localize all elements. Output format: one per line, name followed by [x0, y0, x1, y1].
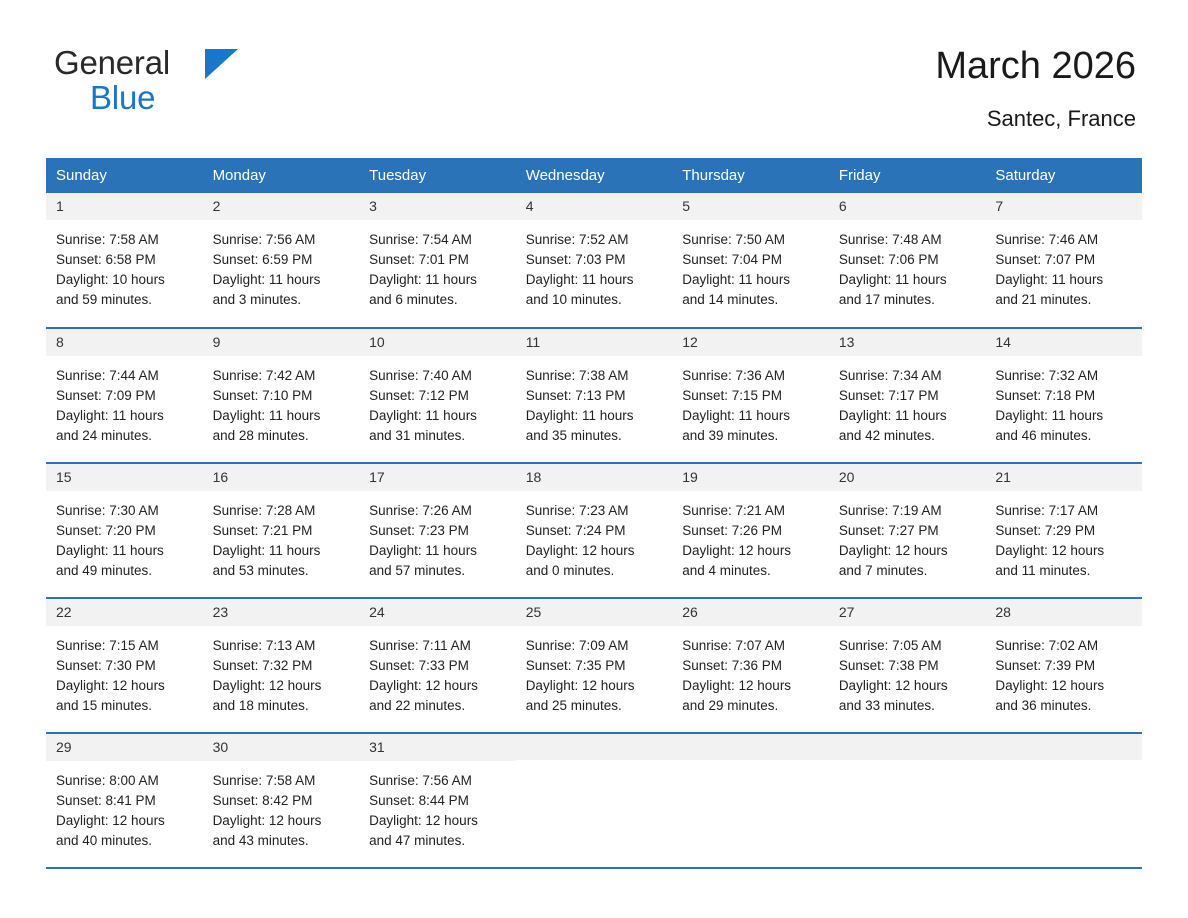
- sunrise-text: Sunrise: 8:00 AM: [56, 772, 159, 788]
- daylight-text-line1: Daylight: 12 hours: [682, 542, 792, 558]
- day-details: [985, 491, 1142, 581]
- sunset-text: Sunset: 7:24 PM: [525, 522, 626, 538]
- sunset-text: Sunset: 7:17 PM: [838, 387, 939, 403]
- daylight-text-line1: Daylight: 11 hours: [838, 271, 947, 287]
- day-cell[interactable]: [46, 328, 203, 463]
- sunset-text: Sunset: 7:15 PM: [682, 387, 783, 403]
- day-cell[interactable]: [672, 193, 829, 328]
- sunset-text: Sunset: 7:01 PM: [369, 251, 469, 267]
- day-cell-empty: [672, 733, 829, 868]
- day-cell[interactable]: [359, 328, 516, 463]
- day-details: [46, 491, 203, 581]
- day-number: 4: [516, 193, 673, 220]
- sunset-text: Sunset: 7:21 PM: [212, 522, 313, 538]
- daylight-text-line2: and 33 minutes.: [838, 697, 935, 713]
- calendar-week-row: [46, 193, 1142, 328]
- day-cell[interactable]: [985, 598, 1142, 733]
- day-number: 30: [203, 734, 360, 761]
- sunrise-text: Sunrise: 7:30 AM: [56, 502, 159, 518]
- day-number: 16: [203, 464, 360, 491]
- sunrise-text: Sunrise: 7:09 AM: [525, 637, 629, 653]
- sunset-text: Sunset: 7:38 PM: [838, 657, 939, 673]
- day-details: [203, 220, 360, 310]
- weekday-header-monday: Monday: [203, 158, 360, 193]
- day-details: [203, 356, 360, 446]
- day-number-empty: [516, 734, 673, 760]
- calendar-week-row: [46, 463, 1142, 598]
- daylight-text-line1: Daylight: 12 hours: [56, 677, 165, 693]
- day-details: [359, 626, 516, 716]
- day-number: 10: [359, 329, 516, 356]
- day-details: [829, 491, 986, 581]
- daylight-text-line2: and 31 minutes.: [369, 427, 466, 443]
- sunset-text: Sunset: 7:04 PM: [682, 251, 783, 267]
- day-details: [359, 356, 516, 446]
- location-subtitle: Santec, France: [986, 105, 1136, 131]
- daylight-text-line1: Daylight: 11 hours: [995, 407, 1104, 423]
- sunset-text: Sunset: 7:09 PM: [56, 387, 156, 403]
- day-number: 15: [46, 464, 203, 491]
- day-number: 8: [46, 329, 203, 356]
- daylight-text-line2: and 57 minutes.: [369, 562, 466, 578]
- daylight-text-line1: Daylight: 12 hours: [212, 812, 322, 828]
- sunset-text: Sunset: 7:03 PM: [525, 251, 626, 267]
- daylight-text-line1: Daylight: 12 hours: [525, 542, 635, 558]
- day-number: 2: [203, 193, 360, 220]
- day-cell[interactable]: [359, 463, 516, 598]
- sunrise-text: Sunrise: 7:17 AM: [995, 502, 1099, 518]
- sunrise-text: Sunrise: 7:40 AM: [369, 367, 472, 383]
- day-number: 26: [672, 599, 829, 626]
- day-details: [672, 491, 829, 581]
- weekday-header-row: [46, 158, 1142, 193]
- day-number-empty: [829, 734, 986, 760]
- sunrise-text: Sunrise: 7:56 AM: [212, 231, 316, 247]
- day-number: 5: [672, 193, 829, 220]
- sunrise-text: Sunrise: 7:15 AM: [56, 637, 159, 653]
- daylight-text-line1: Daylight: 12 hours: [838, 542, 948, 558]
- weekday-header-wednesday: Wednesday: [516, 158, 673, 193]
- sunrise-text: Sunrise: 7:28 AM: [212, 502, 316, 518]
- sunset-text: Sunset: 7:10 PM: [212, 387, 313, 403]
- day-number: 18: [516, 464, 673, 491]
- weekday-header-sunday: Sunday: [46, 158, 203, 193]
- day-details: [359, 761, 516, 851]
- daylight-text-line2: and 59 minutes.: [56, 291, 153, 307]
- sunrise-text: Sunrise: 7:36 AM: [682, 367, 786, 383]
- sunset-text: Sunset: 7:20 PM: [56, 522, 156, 538]
- day-cell[interactable]: [829, 328, 986, 463]
- daylight-text-line2: and 17 minutes.: [838, 291, 935, 307]
- sunset-text: Sunset: 7:23 PM: [369, 522, 469, 538]
- day-number-empty: [672, 734, 829, 760]
- sunrise-text: Sunrise: 7:23 AM: [525, 502, 629, 518]
- sunset-text: Sunset: 7:39 PM: [995, 657, 1096, 673]
- day-number: 29: [46, 734, 203, 761]
- day-details: [46, 220, 203, 310]
- sunset-text: Sunset: 7:32 PM: [212, 657, 313, 673]
- daylight-text-line2: and 21 minutes.: [995, 291, 1092, 307]
- day-cell-empty: [516, 733, 673, 868]
- sunset-text: Sunset: 7:27 PM: [838, 522, 939, 538]
- weekday-header-tuesday: Tuesday: [359, 158, 516, 193]
- day-details: [672, 356, 829, 446]
- sunrise-text: Sunrise: 7:05 AM: [838, 637, 942, 653]
- day-cell-empty: [985, 733, 1142, 868]
- daylight-text-line2: and 39 minutes.: [682, 427, 779, 443]
- daylight-text-line1: Daylight: 11 hours: [682, 271, 791, 287]
- sunrise-text: Sunrise: 7:11 AM: [369, 637, 471, 653]
- sunrise-text: Sunrise: 7:58 AM: [212, 772, 316, 788]
- calendar-week-row: [46, 598, 1142, 733]
- day-number: 25: [516, 599, 673, 626]
- daylight-text-line2: and 11 minutes.: [995, 562, 1091, 578]
- daylight-text-line2: and 43 minutes.: [212, 832, 309, 848]
- daylight-text-line1: Daylight: 11 hours: [212, 271, 321, 287]
- day-details: [516, 356, 673, 446]
- daylight-text-line2: and 36 minutes.: [995, 697, 1092, 713]
- daylight-text-line2: and 10 minutes.: [525, 291, 622, 307]
- daylight-text-line1: Daylight: 12 hours: [525, 677, 635, 693]
- sunrise-text: Sunrise: 7:34 AM: [838, 367, 942, 383]
- day-number: 22: [46, 599, 203, 626]
- sunset-text: Sunset: 7:26 PM: [682, 522, 783, 538]
- daylight-text-line2: and 53 minutes.: [212, 562, 309, 578]
- daylight-text-line1: Daylight: 12 hours: [56, 812, 165, 828]
- daylight-text-line1: Daylight: 12 hours: [838, 677, 948, 693]
- daylight-text-line1: Daylight: 11 hours: [212, 542, 321, 558]
- calendar-week-row: [46, 733, 1142, 868]
- daylight-text-line2: and 7 minutes.: [838, 562, 928, 578]
- sunset-text: Sunset: 6:59 PM: [212, 251, 313, 267]
- daylight-text-line2: and 47 minutes.: [369, 832, 466, 848]
- sunrise-text: Sunrise: 7:38 AM: [525, 367, 629, 383]
- sunrise-text: Sunrise: 7:44 AM: [56, 367, 159, 383]
- day-details: [516, 491, 673, 581]
- daylight-text-line1: Daylight: 12 hours: [369, 677, 478, 693]
- sunset-text: Sunset: 7:35 PM: [525, 657, 626, 673]
- daylight-text-line1: Daylight: 10 hours: [56, 271, 165, 287]
- title-block: [935, 46, 1136, 132]
- sunrise-text: Sunrise: 7:46 AM: [995, 231, 1099, 247]
- day-cell[interactable]: [46, 463, 203, 598]
- day-cell[interactable]: [516, 193, 673, 328]
- day-number: 27: [829, 599, 986, 626]
- day-number: 14: [985, 329, 1142, 356]
- weekday-header-friday: Friday: [829, 158, 986, 193]
- sunrise-text: Sunrise: 7:13 AM: [212, 637, 316, 653]
- day-details: [985, 220, 1142, 310]
- sunrise-text: Sunrise: 7:21 AM: [682, 502, 786, 518]
- day-details: [985, 356, 1142, 446]
- day-details: [829, 626, 986, 716]
- day-cell[interactable]: [203, 598, 360, 733]
- daylight-text-line2: and 6 minutes.: [369, 291, 458, 307]
- daylight-text-line1: Daylight: 11 hours: [838, 407, 947, 423]
- day-number: 9: [203, 329, 360, 356]
- day-cell[interactable]: [359, 193, 516, 328]
- daylight-text-line2: and 24 minutes.: [56, 427, 153, 443]
- day-cell[interactable]: [359, 598, 516, 733]
- day-details: [829, 356, 986, 446]
- logo-text-general: General: [54, 44, 171, 81]
- day-details: [829, 220, 986, 310]
- daylight-text-line2: and 35 minutes.: [525, 427, 622, 443]
- daylight-text-line1: Daylight: 11 hours: [56, 407, 164, 423]
- day-number: 12: [672, 329, 829, 356]
- day-number: 19: [672, 464, 829, 491]
- daylight-text-line2: and 28 minutes.: [212, 427, 309, 443]
- day-cell[interactable]: [672, 463, 829, 598]
- daylight-text-line1: Daylight: 11 hours: [212, 407, 321, 423]
- day-number: 13: [829, 329, 986, 356]
- sunset-text: Sunset: 6:58 PM: [56, 251, 156, 267]
- sunset-text: Sunset: 7:30 PM: [56, 657, 156, 673]
- day-details: [672, 626, 829, 716]
- day-details: [46, 356, 203, 446]
- day-details: [516, 626, 673, 716]
- logo-mark: [54, 46, 204, 79]
- sunset-text: Sunset: 8:41 PM: [56, 792, 156, 808]
- sunrise-text: Sunrise: 7:32 AM: [995, 367, 1099, 383]
- page-title: March 2026: [935, 45, 1136, 87]
- day-number: 6: [829, 193, 986, 220]
- sunrise-text: Sunrise: 7:42 AM: [212, 367, 316, 383]
- sunset-text: Sunset: 7:33 PM: [369, 657, 469, 673]
- daylight-text-line2: and 3 minutes.: [212, 291, 302, 307]
- day-number: 20: [829, 464, 986, 491]
- day-cell[interactable]: [516, 598, 673, 733]
- calendar-week-row: [46, 328, 1142, 463]
- day-details: [203, 491, 360, 581]
- sunset-text: Sunset: 7:36 PM: [682, 657, 783, 673]
- day-cell[interactable]: [829, 193, 986, 328]
- weekday-header-thursday: Thursday: [672, 158, 829, 193]
- calendar-table: [46, 158, 1142, 869]
- daylight-text-line1: Daylight: 11 hours: [995, 271, 1104, 287]
- day-cell[interactable]: [203, 463, 360, 598]
- day-cell[interactable]: [516, 463, 673, 598]
- daylight-text-line1: Daylight: 12 hours: [369, 812, 478, 828]
- day-cell[interactable]: [203, 328, 360, 463]
- sunrise-text: Sunrise: 7:52 AM: [525, 231, 629, 247]
- daylight-text-line1: Daylight: 11 hours: [525, 271, 634, 287]
- daylight-text-line1: Daylight: 12 hours: [995, 677, 1105, 693]
- weekday-header-saturday: Saturday: [985, 158, 1142, 193]
- daylight-text-line1: Daylight: 11 hours: [369, 407, 477, 423]
- day-details: [203, 761, 360, 851]
- day-number: 23: [203, 599, 360, 626]
- day-cell[interactable]: [985, 463, 1142, 598]
- day-cell[interactable]: [829, 463, 986, 598]
- day-number: 21: [985, 464, 1142, 491]
- day-details: [359, 491, 516, 581]
- daylight-text-line2: and 25 minutes.: [525, 697, 622, 713]
- day-number: 3: [359, 193, 516, 220]
- day-cell[interactable]: [985, 328, 1142, 463]
- daylight-text-line1: Daylight: 11 hours: [369, 542, 477, 558]
- daylight-text-line2: and 18 minutes.: [212, 697, 309, 713]
- day-number-empty: [985, 734, 1142, 760]
- sunset-text: Sunset: 7:29 PM: [995, 522, 1096, 538]
- day-number: 24: [359, 599, 516, 626]
- day-number: 11: [516, 329, 673, 356]
- day-cell[interactable]: [46, 733, 203, 868]
- sunset-text: Sunset: 7:13 PM: [525, 387, 626, 403]
- daylight-text-line1: Daylight: 12 hours: [682, 677, 792, 693]
- sunrise-text: Sunrise: 7:26 AM: [369, 502, 472, 518]
- sunrise-text: Sunrise: 7:58 AM: [56, 231, 159, 247]
- day-number: 31: [359, 734, 516, 761]
- day-number: 1: [46, 193, 203, 220]
- daylight-text-line1: Daylight: 12 hours: [995, 542, 1105, 558]
- daylight-text-line2: and 22 minutes.: [369, 697, 466, 713]
- day-details: [516, 220, 673, 310]
- daylight-text-line2: and 29 minutes.: [682, 697, 779, 713]
- daylight-text-line1: Daylight: 11 hours: [369, 271, 477, 287]
- daylight-text-line2: and 40 minutes.: [56, 832, 153, 848]
- day-cell[interactable]: [672, 598, 829, 733]
- day-number: 7: [985, 193, 1142, 220]
- day-cell[interactable]: [46, 193, 203, 328]
- sunset-text: Sunset: 8:44 PM: [369, 792, 469, 808]
- day-cell[interactable]: [203, 733, 360, 868]
- sunrise-text: Sunrise: 7:19 AM: [838, 502, 942, 518]
- day-number: 17: [359, 464, 516, 491]
- daylight-text-line2: and 15 minutes.: [56, 697, 153, 713]
- daylight-text-line2: and 4 minutes.: [682, 562, 771, 578]
- sunrise-text: Sunrise: 7:07 AM: [682, 637, 786, 653]
- logo-text-blue: Blue: [90, 79, 156, 116]
- day-cell[interactable]: [203, 193, 360, 328]
- logo: [54, 46, 204, 114]
- day-details: [359, 220, 516, 310]
- sunset-text: Sunset: 7:07 PM: [995, 251, 1096, 267]
- daylight-text-line2: and 14 minutes.: [682, 291, 779, 307]
- sunrise-text: Sunrise: 7:48 AM: [838, 231, 942, 247]
- triangle-icon: [205, 49, 238, 79]
- day-details: [672, 220, 829, 310]
- sunset-text: Sunset: 8:42 PM: [212, 792, 313, 808]
- daylight-text-line1: Daylight: 11 hours: [56, 542, 164, 558]
- page-header: [0, 0, 1188, 132]
- day-cell[interactable]: [46, 598, 203, 733]
- sunset-text: Sunset: 7:18 PM: [995, 387, 1096, 403]
- sunrise-text: Sunrise: 7:54 AM: [369, 231, 472, 247]
- sunrise-text: Sunrise: 7:50 AM: [682, 231, 786, 247]
- day-number: 28: [985, 599, 1142, 626]
- daylight-text-line2: and 0 minutes.: [525, 562, 615, 578]
- day-details: [985, 626, 1142, 716]
- sunset-text: Sunset: 7:06 PM: [838, 251, 939, 267]
- day-cell[interactable]: [829, 598, 986, 733]
- sunset-text: Sunset: 7:12 PM: [369, 387, 469, 403]
- day-details: [46, 761, 203, 851]
- sunrise-text: Sunrise: 7:02 AM: [995, 637, 1099, 653]
- daylight-text-line1: Daylight: 12 hours: [212, 677, 322, 693]
- day-cell[interactable]: [516, 328, 673, 463]
- day-details: [203, 626, 360, 716]
- day-cell[interactable]: [359, 733, 516, 868]
- sunrise-text: Sunrise: 7:56 AM: [369, 772, 472, 788]
- daylight-text-line1: Daylight: 11 hours: [682, 407, 791, 423]
- daylight-text-line2: and 46 minutes.: [995, 427, 1092, 443]
- daylight-text-line1: Daylight: 11 hours: [525, 407, 634, 423]
- daylight-text-line2: and 49 minutes.: [56, 562, 153, 578]
- day-cell[interactable]: [985, 193, 1142, 328]
- day-details: [46, 626, 203, 716]
- day-cell-empty: [829, 733, 986, 868]
- day-cell[interactable]: [672, 328, 829, 463]
- daylight-text-line2: and 42 minutes.: [838, 427, 935, 443]
